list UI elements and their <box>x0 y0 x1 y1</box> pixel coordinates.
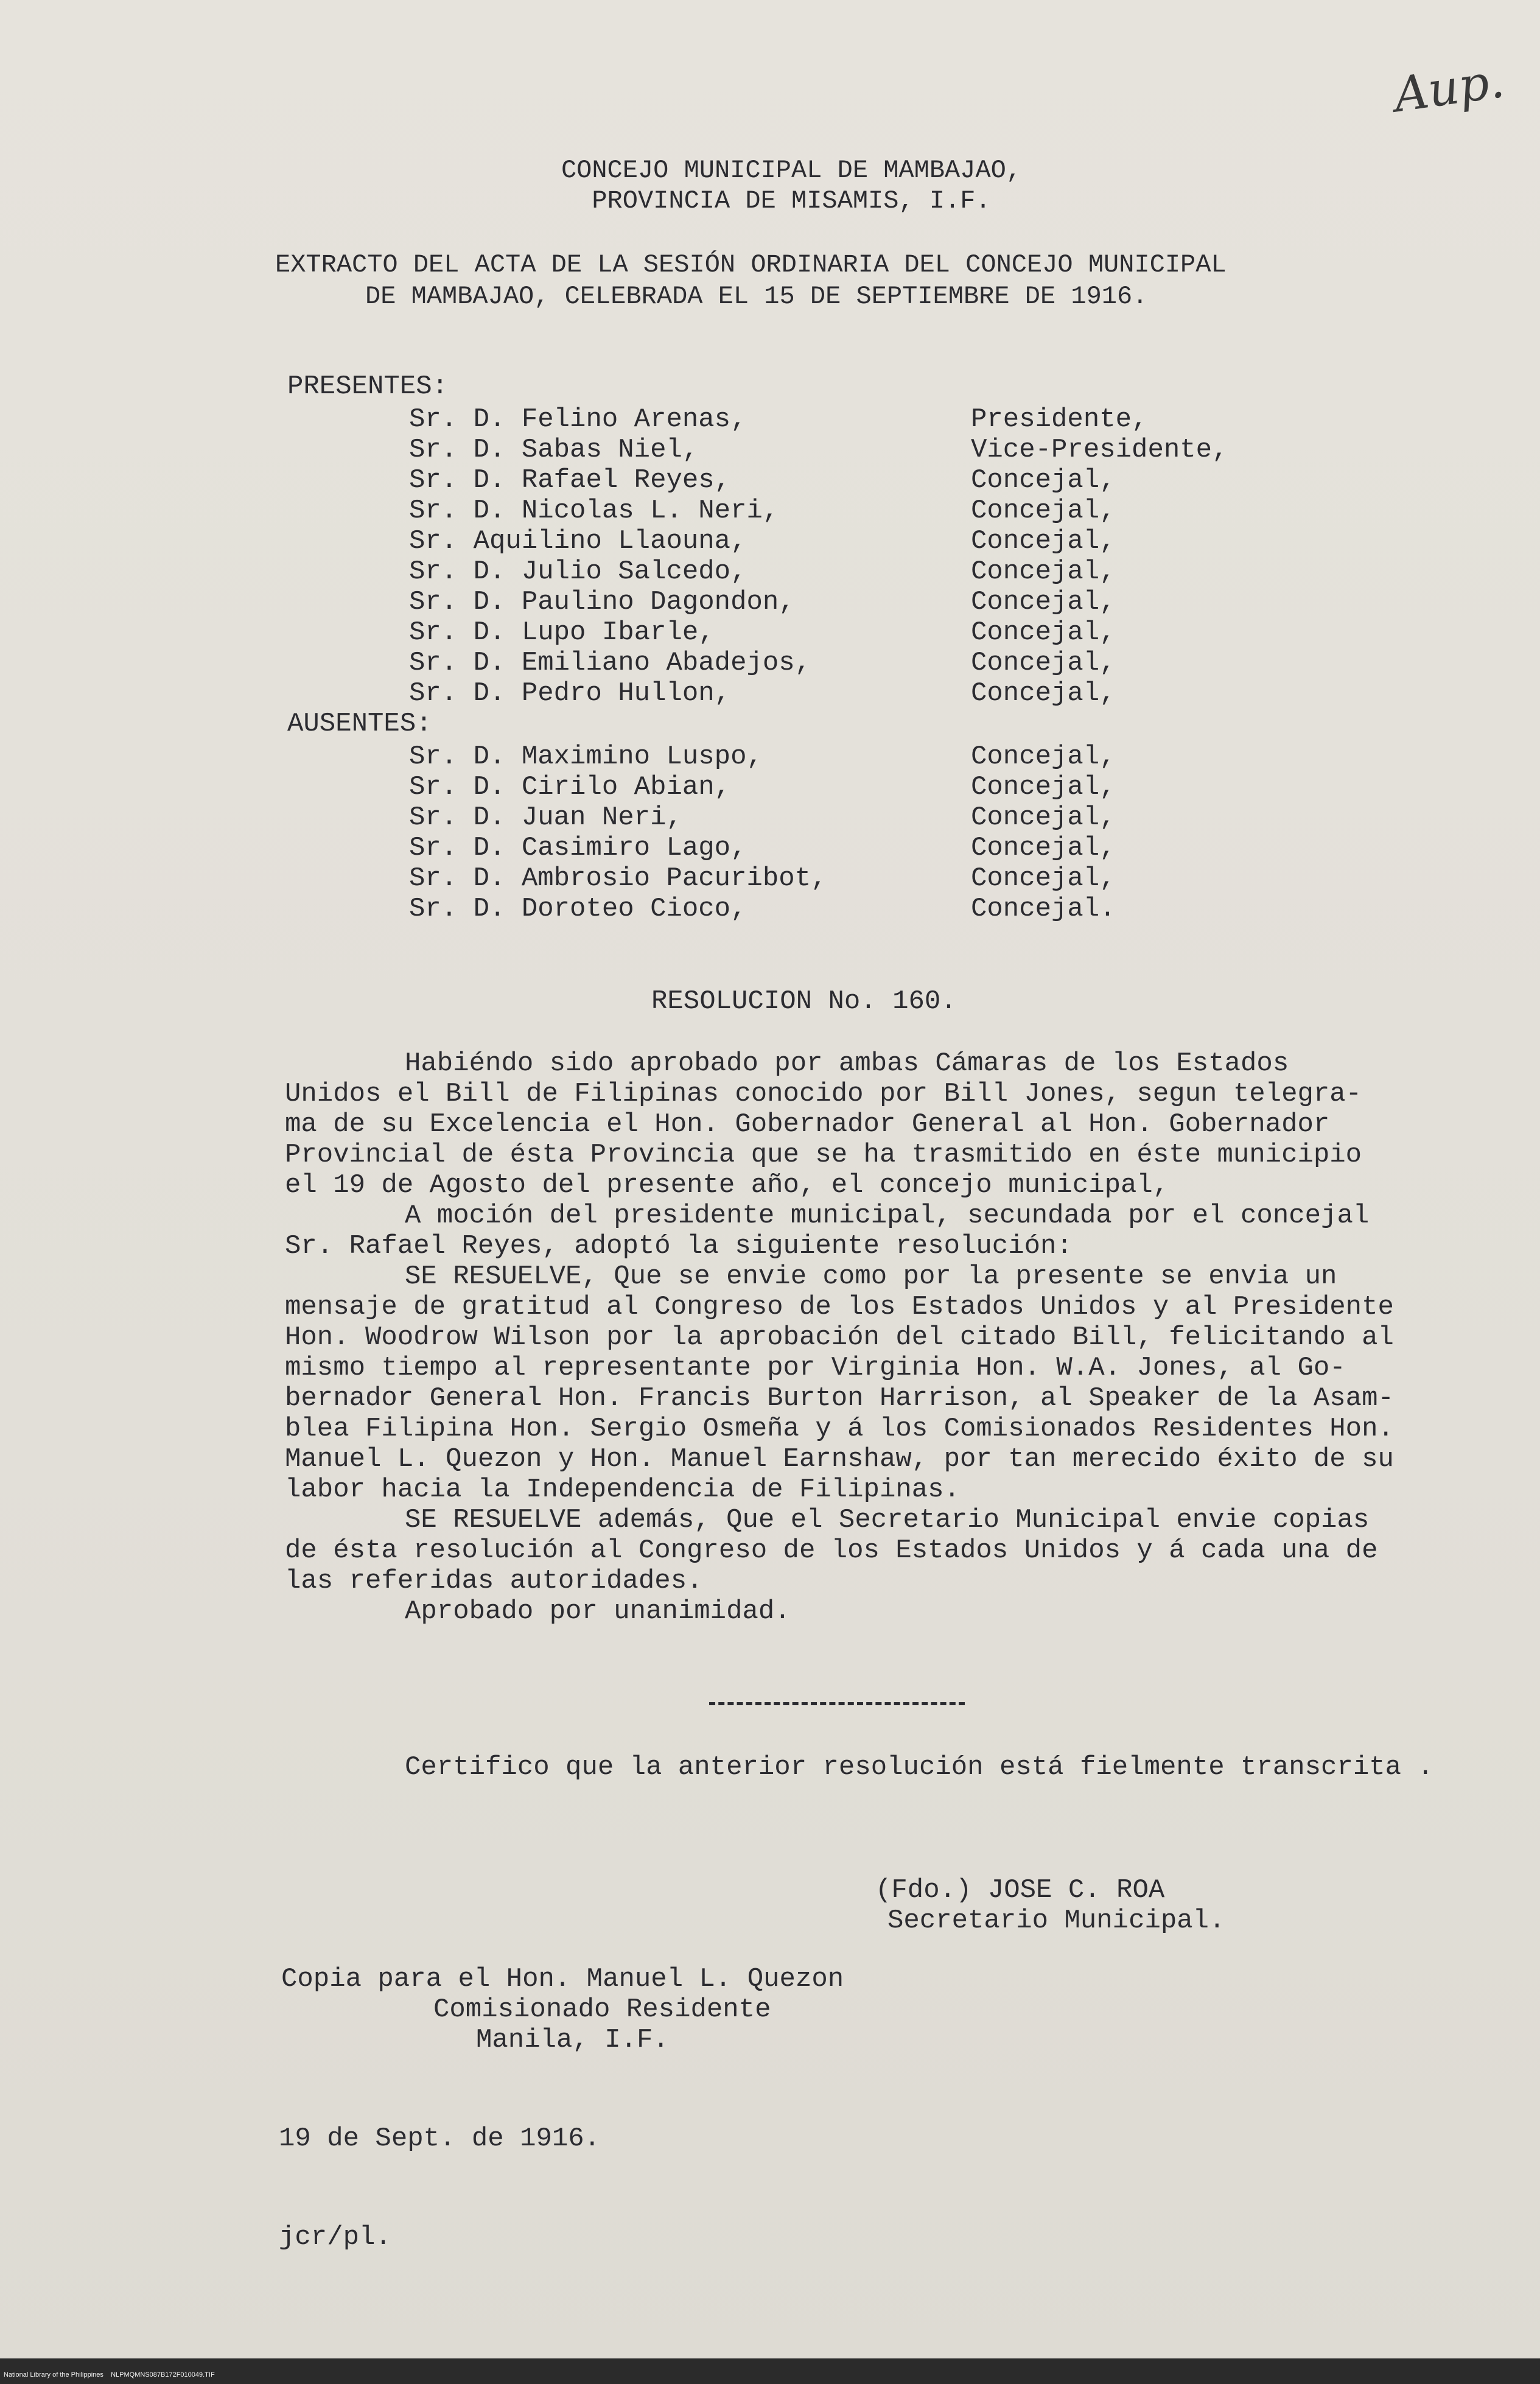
header-province: PROVINCIA DE MISAMIS, I.F. <box>592 186 991 216</box>
archive-footer-bar <box>0 2358 1540 2384</box>
body-line: mismo tiempo al representante por Virginia Hon. W.A. Jones, al Go- <box>285 1353 1346 1383</box>
attendee-role: Concejal, <box>971 465 1116 496</box>
copy-recipient: Copia para el Hon. Manuel L. Quezon <box>281 1964 844 1994</box>
attendee-role: Concejal, <box>971 526 1116 556</box>
absentee-role: Concejal, <box>971 741 1116 772</box>
copy-recipient-title: Comisionado Residente <box>433 1994 771 2025</box>
document-date: 19 de Sept. de 1916. <box>279 2123 601 2154</box>
body-line: bernador General Hon. Francis Burton Harrison, al Speaker de la Asam- <box>285 1383 1394 1414</box>
header-extract-line1: EXTRACTO DEL ACTA DE LA SESIÓN ORDINARIA DEL CONCEJO MUNICIPAL <box>275 250 1227 279</box>
absentee-role: Concejal, <box>971 802 1116 833</box>
attendee-role: Concejal, <box>971 678 1116 709</box>
typist-initials: jcr/pl. <box>279 2222 391 2253</box>
attendee-name: Sr. D. Lupo Ibarle, <box>409 617 715 648</box>
attendee-role: Vice-Presidente, <box>971 435 1228 465</box>
body-line: Aprobado por unanimidad. <box>405 1596 791 1627</box>
body-line: blea Filipina Hon. Sergio Osmeña y á los Comisionados Residentes Hon. <box>285 1414 1394 1444</box>
body-line: Habiéndo sido aprobado por ambas Cámaras de los Estados <box>405 1048 1289 1079</box>
attendee-role: Concejal, <box>971 556 1116 587</box>
body-line: las referidas autoridades. <box>285 1566 703 1596</box>
absentee-name: Sr. D. Maximino Luspo, <box>409 741 763 772</box>
attendee-name: Sr. D. Pedro Hullon, <box>409 678 731 709</box>
attendee-role: Concejal, <box>971 648 1116 678</box>
header-extract-line2: DE MAMBAJAO, CELEBRADA EL 15 DE SEPTIEMBRE DE 1916. <box>365 282 1148 311</box>
attendee-role: Concejal, <box>971 617 1116 648</box>
attendee-name: Sr. D. Sabas Niel, <box>409 435 699 465</box>
absentee-name: Sr. D. Juan Neri, <box>409 802 682 833</box>
copy-recipient-location: Manila, I.F. <box>476 2025 669 2055</box>
signature-name: (Fdo.) JOSE C. ROA <box>875 1875 1165 1905</box>
attendee-role: Concejal, <box>971 496 1116 526</box>
header-council: CONCEJO MUNICIPAL DE MAMBAJAO, <box>561 156 1022 185</box>
body-line: Sr. Rafael Reyes, adoptó la siguiente resolución: <box>285 1231 1073 1261</box>
ausentes-label: AUSENTES: <box>287 709 432 739</box>
absentee-name: Sr. D. Ambrosio Pacuribot, <box>409 863 827 894</box>
absentee-name: Sr. D. Casimiro Lago, <box>409 833 747 863</box>
attendee-name: Sr. D. Emiliano Abadejos, <box>409 648 811 678</box>
resolution-title: RESOLUCION No. 160. <box>651 986 957 1017</box>
body-line: A moción del presidente municipal, secundada por el concejal <box>405 1201 1370 1231</box>
presentes-label: PRESENTES: <box>287 371 449 402</box>
absentee-name: Sr. D. Cirilo Abian, <box>409 772 731 802</box>
absentee-role: Concejal, <box>971 833 1116 863</box>
body-line: mensaje de gratitud al Congreso de los Estados Unidos y al Presidente <box>285 1292 1394 1322</box>
body-line: Provincial de ésta Provincia que se ha trasmitido en éste municipio <box>285 1140 1362 1170</box>
absentee-name: Sr. D. Doroteo Cioco, <box>409 894 747 924</box>
attendee-name: Sr. D. Felino Arenas, <box>409 404 747 435</box>
attendee-name: Sr. Aquilino Llaouna, <box>409 526 747 556</box>
attendee-name: Sr. D. Nicolas L. Neri, <box>409 496 779 526</box>
absentee-role: Concejal. <box>971 894 1116 924</box>
body-line: SE RESUELVE además, Que el Secretario Municipal envie copias <box>405 1505 1370 1535</box>
body-line: SE RESUELVE, Que se envie como por la presente se envia un <box>405 1261 1337 1292</box>
body-line: Unidos el Bill de Filipinas conocido por Bill Jones, segun telegra- <box>285 1079 1362 1109</box>
absentee-role: Concejal, <box>971 772 1116 802</box>
body-line: ma de su Excelencia el Hon. Gobernador General al Hon. Gobernador <box>285 1109 1330 1140</box>
attendee-name: Sr. D. Julio Salcedo, <box>409 556 747 587</box>
body-line: labor hacia la Independencia de Filipinas. <box>285 1474 960 1505</box>
archive-caption: National Library of the Philippines NLPMQMNS087B172F010049.TIF <box>4 2371 215 2379</box>
attendee-name: Sr. D. Paulino Dagondon, <box>409 587 795 617</box>
attendee-role: Presidente, <box>971 404 1148 435</box>
body-line: de ésta resolución al Congreso de los Estados Unidos y á cada una de <box>285 1535 1378 1566</box>
signature-title: Secretario Municipal. <box>887 1905 1225 1936</box>
separator-line <box>709 1702 965 1705</box>
certification: Certifico que la anterior resolución está fielmente transcrita . <box>405 1752 1433 1783</box>
body-line: Manuel L. Quezon y Hon. Manuel Earnshaw, por tan merecido éxito de su <box>285 1444 1394 1474</box>
attendee-role: Concejal, <box>971 587 1116 617</box>
absentee-role: Concejal, <box>971 863 1116 894</box>
handwritten-note: Aup. <box>1390 53 1508 124</box>
body-line: el 19 de Agosto del presente año, el concejo municipal, <box>285 1170 1169 1201</box>
body-line: Hon. Woodrow Wilson por la aprobación del citado Bill, felicitando al <box>285 1322 1394 1353</box>
attendee-name: Sr. D. Rafael Reyes, <box>409 465 731 496</box>
